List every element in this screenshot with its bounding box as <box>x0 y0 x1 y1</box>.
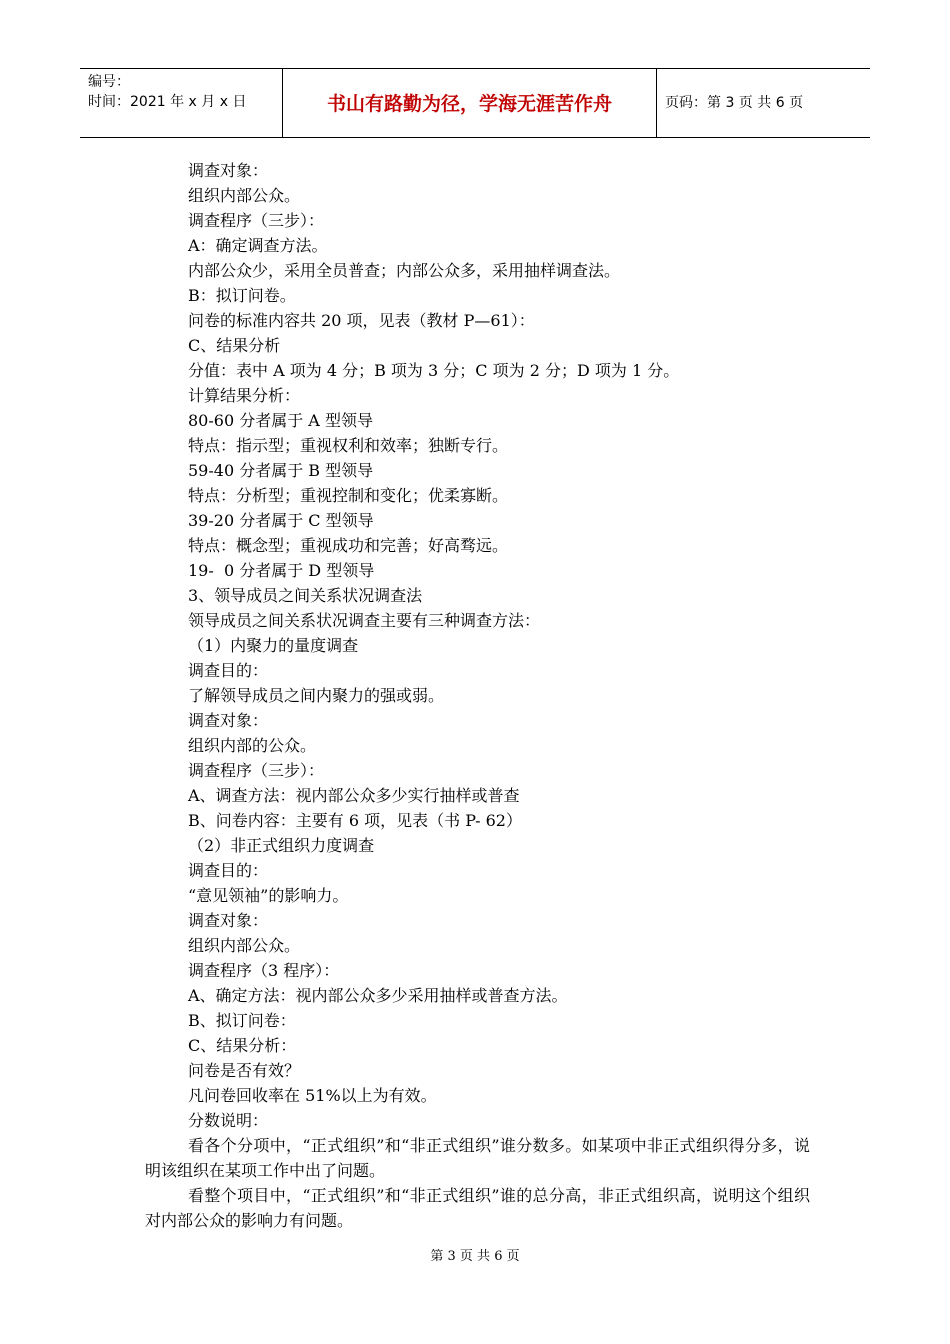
header-page-number: 页码：第 3 页 共 6 页 <box>665 95 804 111</box>
body-line: 特点：指示型；重视权利和效率；独断专行。 <box>188 436 509 455</box>
page-footer: 第 3 页 共 6 页 <box>430 1249 520 1264</box>
body-line: 39-20 分者属于 C 型领导 <box>188 511 374 530</box>
body-line: 调查对象： <box>188 161 269 180</box>
body-line: “意见领袖”的影响力。 <box>188 886 349 905</box>
body-line: 特点：概念型；重视成功和完善；好高骛远。 <box>188 536 509 555</box>
body-line: 19- 0 分者属于 D 型领导 <box>188 561 375 580</box>
header-meta-cell <box>80 69 283 137</box>
body-line: 组织内部的公众。 <box>188 736 317 755</box>
body-line: 组织内部公众。 <box>188 936 301 955</box>
body-line: A、调查方法：视内部公众多少实行抽样或普查 <box>188 786 520 805</box>
body-line: C、结果分析 <box>188 336 281 355</box>
body-line: （2）非正式组织力度调查 <box>188 836 375 855</box>
body-paragraph-2: 看整个项目中，“正式组织”和“非正式组织”谁的总分高，非正式组织高，说明这个组织对内部公众的影响力有问题。 <box>145 1186 810 1230</box>
body-line: 问卷是否有效？ <box>188 1061 301 1080</box>
body-line: 59-40 分者属于 B 型领导 <box>188 461 374 480</box>
document-number-label: 编号： <box>88 74 130 90</box>
body-line: B、问卷内容：主要有 6 项，见表（书 P- 62） <box>188 811 522 830</box>
header-motto: 书山有路勤为径，学海无涯苦作舟 <box>326 93 612 115</box>
document-body <box>145 158 810 1233</box>
page-header <box>80 68 870 138</box>
body-line: （1）内聚力的量度调查 <box>188 636 359 655</box>
body-line: 调查对象： <box>188 711 269 730</box>
body-line: 调查目的： <box>188 861 269 880</box>
body-line: 调查对象： <box>188 911 269 930</box>
body-line: 凡问卷回收率在 51%以上为有效。 <box>188 1086 437 1105</box>
document-date-label: 时间：2021 年 x 月 x 日 <box>88 94 247 110</box>
body-line: 3、领导成员之间关系状况调查法 <box>188 586 423 605</box>
body-line: 问卷的标准内容共 20 项，见表（教材 P—61）： <box>188 311 535 330</box>
body-line: 分数说明： <box>188 1111 269 1130</box>
body-line: 调查目的： <box>188 661 269 680</box>
body-line: A、确定方法：视内部公众多少采用抽样或普查方法。 <box>188 986 568 1005</box>
body-line: A：确定调查方法。 <box>188 236 328 255</box>
body-line: 了解领导成员之间内聚力的强或弱。 <box>188 686 445 705</box>
body-line: 计算结果分析： <box>188 386 301 405</box>
body-line: 调查程序（3 程序）： <box>188 961 340 980</box>
body-lines <box>145 158 810 1133</box>
body-line: 组织内部公众。 <box>188 186 301 205</box>
body-line: 分值：表中 A 项为 4 分；B 项为 3 分；C 项为 2 分；D 项为 1 分。 <box>188 361 680 380</box>
body-line: 调查程序（三步）： <box>188 211 325 230</box>
body-line: B：拟订问卷。 <box>188 286 296 305</box>
header-motto-cell <box>283 69 657 137</box>
body-line: 内部公众少，采用全员普查；内部公众多，采用抽样调查法。 <box>188 261 621 280</box>
body-line: C、结果分析： <box>188 1036 297 1055</box>
body-line: 特点：分析型；重视控制和变化；优柔寡断。 <box>188 486 509 505</box>
body-line: 调查程序（三步）： <box>188 761 325 780</box>
body-line: B、拟订问卷： <box>188 1011 296 1030</box>
body-paragraph-1: 看各个分项中，“正式组织”和“非正式组织”谁分数多。如某项中非正式组织得分多，说明该组织在某项工作中出了问题。 <box>145 1136 810 1180</box>
body-line: 80-60 分者属于 A 型领导 <box>188 411 373 430</box>
header-page-cell <box>657 69 870 137</box>
body-line: 领导成员之间关系状况调查主要有三种调查方法： <box>188 611 541 630</box>
